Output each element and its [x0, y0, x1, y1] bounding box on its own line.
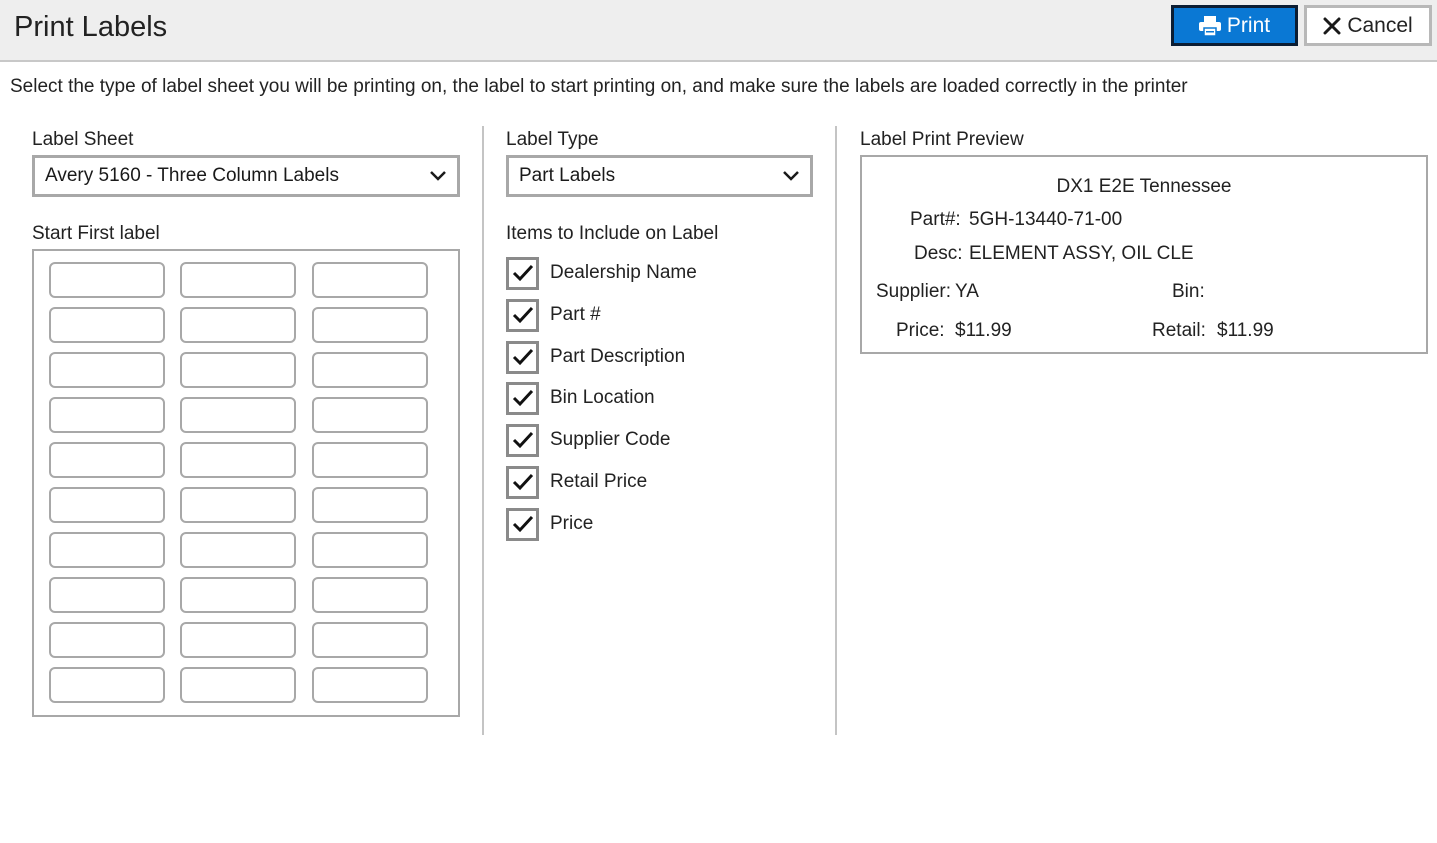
label-sheet-value: Avery 5160 - Three Column Labels — [45, 165, 339, 186]
checkbox-box[interactable] — [506, 299, 539, 332]
checkbox-retail-price[interactable] — [506, 465, 647, 499]
checkbox-label: Part Description — [550, 346, 686, 367]
label-cell[interactable] — [312, 307, 428, 343]
label-cell[interactable] — [180, 577, 296, 613]
preview-dealership-name: DX1 E2E Tennessee — [1056, 176, 1232, 197]
label-cell[interactable] — [180, 532, 296, 568]
label-preview-box — [860, 155, 1428, 354]
checkmark-icon — [512, 305, 534, 325]
checkbox-box[interactable] — [506, 508, 539, 541]
checkmark-icon — [512, 347, 534, 367]
label-cell[interactable] — [49, 397, 165, 433]
label-type-value: Part Labels — [519, 165, 616, 186]
label-cell[interactable] — [312, 532, 428, 568]
label-cell[interactable] — [180, 667, 296, 703]
print-button-label: Print — [1226, 13, 1271, 37]
checkbox-price[interactable] — [506, 507, 593, 541]
checkbox-box[interactable] — [506, 341, 539, 374]
checkmark-icon — [512, 514, 534, 534]
label-cell[interactable] — [180, 442, 296, 478]
checkbox-part-number[interactable] — [506, 298, 601, 332]
checkbox-box[interactable] — [506, 257, 539, 290]
label-type-label: Label Type — [506, 129, 599, 150]
close-icon — [1323, 17, 1341, 35]
label-cell[interactable] — [312, 262, 428, 298]
chevron-down-icon — [429, 168, 447, 190]
checkbox-box[interactable] — [506, 466, 539, 499]
label-cell[interactable] — [180, 622, 296, 658]
checkbox-dealership-name[interactable] — [506, 256, 697, 290]
preview-part-label: Part#: — [910, 209, 961, 230]
dialog-header — [0, 0, 1437, 62]
items-include-label: Items to Include on Label — [506, 223, 719, 244]
label-cell[interactable] — [49, 622, 165, 658]
label-cell[interactable] — [49, 442, 165, 478]
column-divider — [835, 126, 837, 735]
label-cell[interactable] — [49, 487, 165, 523]
preview-supplier-value: YA — [955, 281, 979, 302]
label-type-select[interactable] — [506, 155, 813, 197]
preview-price-label: Price: — [896, 320, 945, 341]
label-print-preview-label: Label Print Preview — [860, 129, 1024, 150]
preview-retail-label: Retail: — [1152, 320, 1206, 341]
checkbox-label: Part # — [550, 304, 601, 325]
label-cell[interactable] — [180, 352, 296, 388]
checkmark-icon — [512, 263, 534, 283]
checkbox-supplier-code[interactable] — [506, 423, 670, 457]
label-cell[interactable] — [312, 442, 428, 478]
checkbox-part-description[interactable] — [506, 340, 685, 374]
start-first-label-label: Start First label — [32, 223, 160, 244]
label-sheet-label: Label Sheet — [32, 129, 134, 150]
printer-icon — [1199, 16, 1221, 36]
label-sheet-grid — [32, 249, 460, 717]
preview-part-value: 5GH-13440-71-00 — [969, 209, 1123, 230]
preview-price-value: $11.99 — [955, 320, 1012, 341]
label-cell[interactable] — [312, 487, 428, 523]
label-cell[interactable] — [180, 397, 296, 433]
dialog-title: Print Labels — [14, 11, 168, 43]
checkbox-label: Retail Price — [550, 471, 648, 492]
label-cell[interactable] — [312, 397, 428, 433]
chevron-down-icon — [782, 168, 800, 190]
preview-desc-value: ELEMENT ASSY, OIL CLE — [969, 243, 1194, 264]
checkbox-label: Supplier Code — [550, 429, 671, 450]
checkbox-label: Bin Location — [550, 387, 655, 408]
preview-desc-label: Desc: — [914, 243, 963, 264]
label-cell[interactable] — [180, 262, 296, 298]
label-cell[interactable] — [49, 532, 165, 568]
label-cell[interactable] — [312, 352, 428, 388]
column-divider — [482, 126, 484, 735]
checkmark-icon — [512, 388, 534, 408]
checkbox-box[interactable] — [506, 424, 539, 457]
label-cell[interactable] — [312, 622, 428, 658]
preview-retail-value: $11.99 — [1217, 320, 1274, 341]
cancel-button-label: Cancel — [1347, 13, 1413, 37]
checkbox-box[interactable] — [506, 382, 539, 415]
label-sheet-select[interactable] — [32, 155, 460, 197]
label-cell[interactable] — [180, 487, 296, 523]
checkmark-icon — [512, 472, 534, 492]
label-cell[interactable] — [49, 262, 165, 298]
preview-bin-label: Bin: — [1172, 281, 1205, 302]
checkbox-bin-location[interactable] — [506, 381, 655, 415]
label-cell[interactable] — [312, 667, 428, 703]
label-cell[interactable] — [49, 352, 165, 388]
label-cell[interactable] — [312, 577, 428, 613]
preview-supplier-label: Supplier: — [876, 281, 951, 302]
cancel-button[interactable] — [1304, 5, 1432, 46]
checkmark-icon — [512, 430, 534, 450]
checkbox-label: Price — [550, 513, 594, 534]
print-button[interactable] — [1171, 5, 1298, 46]
label-cell[interactable] — [49, 307, 165, 343]
label-cell[interactable] — [49, 577, 165, 613]
label-cell[interactable] — [180, 307, 296, 343]
checkbox-label: Dealership Name — [550, 262, 697, 283]
label-cell[interactable] — [49, 667, 165, 703]
instructions-text: Select the type of label sheet you will be printing on, the label to start printing on, and make sure the labels are loaded correctly in the printer — [10, 76, 1188, 97]
